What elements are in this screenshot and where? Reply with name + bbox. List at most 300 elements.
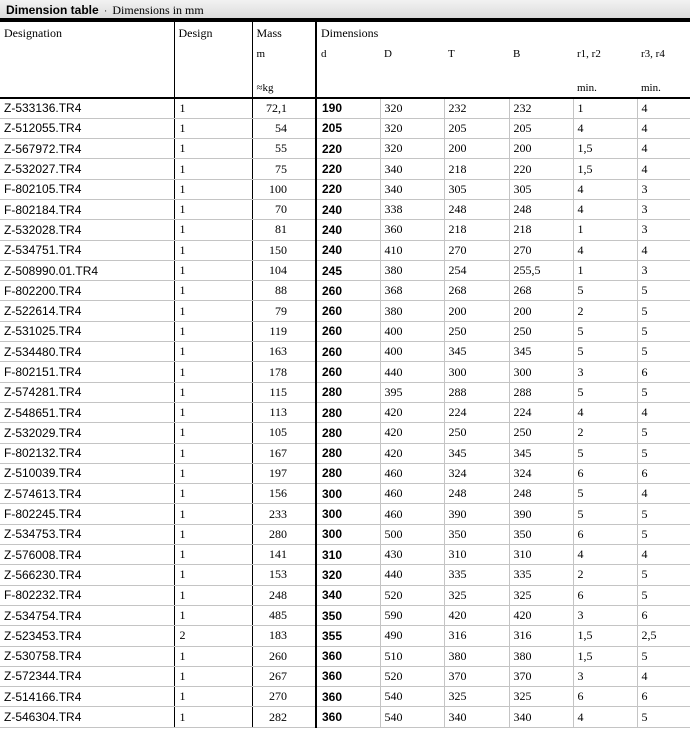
title-bar (0, 0, 690, 22)
cell-design: 1 (174, 139, 252, 159)
table-row (0, 159, 690, 179)
cell-D: 400 (380, 321, 444, 341)
cell-d: 300 (316, 524, 380, 544)
cell-r12: 4 (573, 707, 637, 727)
header-T: T (448, 48, 455, 60)
cell-D: 380 (380, 301, 444, 321)
cell-d: 320 (316, 565, 380, 585)
cell-mass: 72,1 (252, 98, 316, 118)
cell-mass: 141 (252, 545, 316, 565)
cell-mass: 167 (252, 443, 316, 463)
cell-D: 510 (380, 646, 444, 666)
table-row (0, 687, 690, 707)
cell-design: 1 (174, 687, 252, 707)
header-D: D (384, 48, 392, 60)
cell-mass: 113 (252, 402, 316, 422)
cell-r34: 5 (637, 423, 690, 443)
cell-design: 1 (174, 646, 252, 666)
dimension-table (0, 22, 690, 728)
cell-B: 248 (509, 484, 573, 504)
cell-designation: Z-512055.TR4 (0, 118, 174, 138)
cell-r12: 3 (573, 605, 637, 625)
cell-designation: Z-534754.TR4 (0, 605, 174, 625)
cell-d: 360 (316, 707, 380, 727)
cell-d: 260 (316, 281, 380, 301)
cell-designation: Z-534753.TR4 (0, 524, 174, 544)
cell-r12: 5 (573, 342, 637, 362)
header-blank (444, 70, 509, 98)
cell-B: 325 (509, 687, 573, 707)
cell-r12: 4 (573, 118, 637, 138)
cell-B: 270 (509, 240, 573, 260)
cell-design: 1 (174, 199, 252, 219)
cell-d: 260 (316, 301, 380, 321)
cell-T: 205 (444, 118, 509, 138)
cell-r12: 4 (573, 545, 637, 565)
table-row (0, 524, 690, 544)
cell-B: 316 (509, 626, 573, 646)
cell-mass: 105 (252, 423, 316, 443)
cell-B: 224 (509, 402, 573, 422)
cell-D: 420 (380, 423, 444, 443)
cell-mass: 115 (252, 382, 316, 402)
cell-r34: 6 (637, 463, 690, 483)
cell-D: 320 (380, 139, 444, 159)
cell-D: 520 (380, 585, 444, 605)
cell-r34: 6 (637, 687, 690, 707)
table-row (0, 626, 690, 646)
cell-design: 1 (174, 402, 252, 422)
cell-d: 280 (316, 463, 380, 483)
table-row (0, 443, 690, 463)
cell-designation: F-802132.TR4 (0, 443, 174, 463)
cell-design: 1 (174, 301, 252, 321)
cell-T: 390 (444, 504, 509, 524)
cell-d: 220 (316, 159, 380, 179)
cell-r34: 4 (637, 118, 690, 138)
cell-designation: F-802151.TR4 (0, 362, 174, 382)
table-row (0, 281, 690, 301)
cell-design: 1 (174, 220, 252, 240)
cell-r34: 5 (637, 707, 690, 727)
cell-B: 305 (509, 179, 573, 199)
cell-designation: F-802200.TR4 (0, 281, 174, 301)
cell-D: 340 (380, 159, 444, 179)
cell-r34: 3 (637, 199, 690, 219)
table-row (0, 220, 690, 240)
cell-B: 335 (509, 565, 573, 585)
table-subtitle: Dimensions in mm (112, 3, 204, 17)
cell-d: 355 (316, 626, 380, 646)
cell-B: 250 (509, 321, 573, 341)
cell-d: 280 (316, 382, 380, 402)
cell-r12: 6 (573, 463, 637, 483)
cell-D: 320 (380, 118, 444, 138)
table-row (0, 342, 690, 362)
cell-designation: Z-546304.TR4 (0, 707, 174, 727)
cell-mass: 150 (252, 240, 316, 260)
cell-design: 1 (174, 342, 252, 362)
cell-T: 420 (444, 605, 509, 625)
cell-T: 335 (444, 565, 509, 585)
cell-D: 460 (380, 463, 444, 483)
cell-T: 370 (444, 666, 509, 686)
cell-T: 350 (444, 524, 509, 544)
cell-mass: 55 (252, 139, 316, 159)
header-blank (316, 70, 380, 98)
cell-B: 300 (509, 362, 573, 382)
cell-d: 350 (316, 605, 380, 625)
cell-mass: 197 (252, 463, 316, 483)
cell-d: 240 (316, 199, 380, 219)
cell-design: 1 (174, 545, 252, 565)
cell-r12: 5 (573, 281, 637, 301)
table-row (0, 605, 690, 625)
table-row (0, 139, 690, 159)
table-row (0, 260, 690, 280)
table-row (0, 423, 690, 443)
cell-T: 288 (444, 382, 509, 402)
cell-r34: 4 (637, 484, 690, 504)
cell-T: 224 (444, 402, 509, 422)
cell-T: 218 (444, 159, 509, 179)
cell-T: 200 (444, 301, 509, 321)
cell-d: 240 (316, 240, 380, 260)
cell-mass: 156 (252, 484, 316, 504)
cell-d: 280 (316, 402, 380, 422)
cell-T: 345 (444, 342, 509, 362)
cell-design: 1 (174, 382, 252, 402)
table-row (0, 118, 690, 138)
cell-D: 500 (380, 524, 444, 544)
cell-r12: 6 (573, 687, 637, 707)
cell-D: 460 (380, 504, 444, 524)
cell-r12: 6 (573, 524, 637, 544)
cell-T: 250 (444, 423, 509, 443)
cell-designation: F-802232.TR4 (0, 585, 174, 605)
cell-design: 1 (174, 484, 252, 504)
cell-r12: 1,5 (573, 159, 637, 179)
cell-design: 1 (174, 260, 252, 280)
cell-mass: 260 (252, 646, 316, 666)
cell-B: 310 (509, 545, 573, 565)
cell-r34: 5 (637, 646, 690, 666)
table-row (0, 484, 690, 504)
cell-design: 1 (174, 98, 252, 118)
cell-d: 190 (316, 98, 380, 118)
cell-design: 1 (174, 585, 252, 605)
cell-d: 205 (316, 118, 380, 138)
cell-designation: Z-508990.01.TR4 (0, 260, 174, 280)
cell-designation: Z-534751.TR4 (0, 240, 174, 260)
cell-r12: 1 (573, 260, 637, 280)
title-separator: · (103, 5, 108, 17)
cell-designation: Z-533136.TR4 (0, 98, 174, 118)
table-row (0, 179, 690, 199)
cell-design: 2 (174, 626, 252, 646)
cell-design: 1 (174, 666, 252, 686)
cell-design: 1 (174, 179, 252, 199)
cell-r12: 5 (573, 484, 637, 504)
cell-T: 380 (444, 646, 509, 666)
cell-T: 345 (444, 443, 509, 463)
cell-design: 1 (174, 321, 252, 341)
cell-D: 400 (380, 342, 444, 362)
header-blank (380, 70, 444, 98)
cell-B: 232 (509, 98, 573, 118)
cell-designation: Z-574281.TR4 (0, 382, 174, 402)
cell-designation: Z-548651.TR4 (0, 402, 174, 422)
header-r34: r3, r4 (641, 48, 665, 60)
cell-mass: 163 (252, 342, 316, 362)
cell-r12: 2 (573, 301, 637, 321)
cell-B: 248 (509, 199, 573, 219)
cell-r34: 3 (637, 220, 690, 240)
cell-mass: 88 (252, 281, 316, 301)
cell-design: 1 (174, 443, 252, 463)
cell-designation: Z-523453.TR4 (0, 626, 174, 646)
cell-D: 540 (380, 707, 444, 727)
table-row (0, 362, 690, 382)
table-row (0, 402, 690, 422)
cell-B: 370 (509, 666, 573, 686)
table-header (0, 22, 690, 98)
cell-r34: 3 (637, 179, 690, 199)
header-designation: Designation (0, 22, 174, 98)
cell-r12: 1,5 (573, 646, 637, 666)
cell-T: 310 (444, 545, 509, 565)
cell-T: 254 (444, 260, 509, 280)
cell-D: 590 (380, 605, 444, 625)
cell-mass: 183 (252, 626, 316, 646)
cell-d: 340 (316, 585, 380, 605)
cell-design: 1 (174, 504, 252, 524)
cell-T: 218 (444, 220, 509, 240)
cell-mass: 233 (252, 504, 316, 524)
header-design: Design (174, 22, 252, 98)
cell-designation: F-802105.TR4 (0, 179, 174, 199)
header-blank (509, 70, 573, 98)
cell-D: 410 (380, 240, 444, 260)
cell-design: 1 (174, 565, 252, 585)
cell-designation: Z-532028.TR4 (0, 220, 174, 240)
cell-mass: 100 (252, 179, 316, 199)
cell-r34: 5 (637, 504, 690, 524)
cell-D: 420 (380, 402, 444, 422)
cell-designation: Z-531025.TR4 (0, 321, 174, 341)
cell-B: 250 (509, 423, 573, 443)
cell-B: 390 (509, 504, 573, 524)
cell-r12: 5 (573, 504, 637, 524)
cell-T: 340 (444, 707, 509, 727)
cell-r12: 1 (573, 220, 637, 240)
header-mass: Mass (252, 22, 316, 44)
cell-r12: 2 (573, 423, 637, 443)
cell-D: 340 (380, 179, 444, 199)
cell-r34: 6 (637, 605, 690, 625)
cell-design: 1 (174, 240, 252, 260)
cell-designation: Z-532027.TR4 (0, 159, 174, 179)
cell-D: 360 (380, 220, 444, 240)
cell-mass: 54 (252, 118, 316, 138)
cell-mass: 270 (252, 687, 316, 707)
cell-d: 260 (316, 321, 380, 341)
cell-T: 300 (444, 362, 509, 382)
cell-design: 1 (174, 118, 252, 138)
cell-d: 360 (316, 666, 380, 686)
cell-r34: 5 (637, 565, 690, 585)
header-mass-symbol: m (252, 44, 316, 70)
cell-r34: 5 (637, 301, 690, 321)
cell-d: 280 (316, 443, 380, 463)
cell-T: 270 (444, 240, 509, 260)
header-min-r12: min. (573, 70, 637, 98)
cell-r34: 5 (637, 443, 690, 463)
table-row (0, 504, 690, 524)
cell-r34: 4 (637, 98, 690, 118)
cell-r34: 5 (637, 382, 690, 402)
cell-B: 350 (509, 524, 573, 544)
cell-design: 1 (174, 362, 252, 382)
cell-r34: 6 (637, 362, 690, 382)
table-row (0, 565, 690, 585)
table-row (0, 585, 690, 605)
cell-mass: 282 (252, 707, 316, 727)
cell-r12: 1 (573, 98, 637, 118)
cell-T: 250 (444, 321, 509, 341)
table-row (0, 666, 690, 686)
cell-B: 200 (509, 139, 573, 159)
cell-designation: Z-534480.TR4 (0, 342, 174, 362)
cell-d: 360 (316, 687, 380, 707)
cell-D: 368 (380, 281, 444, 301)
cell-r34: 2,5 (637, 626, 690, 646)
cell-mass: 104 (252, 260, 316, 280)
header-mass-unit: ≈kg (252, 70, 316, 98)
cell-mass: 75 (252, 159, 316, 179)
cell-T: 200 (444, 139, 509, 159)
cell-B: 218 (509, 220, 573, 240)
cell-designation: Z-514166.TR4 (0, 687, 174, 707)
cell-D: 320 (380, 98, 444, 118)
cell-D: 380 (380, 260, 444, 280)
cell-B: 380 (509, 646, 573, 666)
cell-r12: 4 (573, 402, 637, 422)
cell-T: 316 (444, 626, 509, 646)
cell-D: 520 (380, 666, 444, 686)
cell-d: 260 (316, 342, 380, 362)
table-row (0, 301, 690, 321)
cell-D: 395 (380, 382, 444, 402)
table-row (0, 646, 690, 666)
cell-r34: 5 (637, 524, 690, 544)
cell-mass: 153 (252, 565, 316, 585)
cell-designation: Z-566230.TR4 (0, 565, 174, 585)
cell-r12: 6 (573, 585, 637, 605)
cell-T: 325 (444, 687, 509, 707)
cell-designation: Z-532029.TR4 (0, 423, 174, 443)
cell-d: 220 (316, 139, 380, 159)
cell-B: 345 (509, 443, 573, 463)
cell-design: 1 (174, 463, 252, 483)
table-row (0, 199, 690, 219)
table-row (0, 98, 690, 118)
cell-r34: 5 (637, 585, 690, 605)
table-row (0, 707, 690, 727)
cell-r12: 5 (573, 443, 637, 463)
cell-B: 340 (509, 707, 573, 727)
cell-mass: 267 (252, 666, 316, 686)
cell-designation: Z-567972.TR4 (0, 139, 174, 159)
cell-T: 324 (444, 463, 509, 483)
cell-r34: 5 (637, 342, 690, 362)
cell-D: 338 (380, 199, 444, 219)
cell-r34: 5 (637, 321, 690, 341)
cell-T: 248 (444, 484, 509, 504)
cell-D: 460 (380, 484, 444, 504)
cell-designation: Z-530758.TR4 (0, 646, 174, 666)
cell-designation: Z-522614.TR4 (0, 301, 174, 321)
cell-r34: 4 (637, 139, 690, 159)
cell-B: 255,5 (509, 260, 573, 280)
cell-design: 1 (174, 281, 252, 301)
table-title: Dimension table (6, 3, 99, 17)
cell-designation: F-802184.TR4 (0, 199, 174, 219)
cell-d: 300 (316, 484, 380, 504)
cell-T: 248 (444, 199, 509, 219)
cell-B: 205 (509, 118, 573, 138)
cell-B: 324 (509, 463, 573, 483)
cell-d: 280 (316, 423, 380, 443)
cell-T: 232 (444, 98, 509, 118)
cell-D: 430 (380, 545, 444, 565)
cell-r12: 2 (573, 565, 637, 585)
cell-r12: 4 (573, 199, 637, 219)
cell-mass: 280 (252, 524, 316, 544)
cell-B: 268 (509, 281, 573, 301)
table-row (0, 240, 690, 260)
cell-r12: 4 (573, 240, 637, 260)
header-d: d (321, 48, 327, 60)
cell-r12: 3 (573, 362, 637, 382)
cell-r34: 4 (637, 666, 690, 686)
cell-T: 305 (444, 179, 509, 199)
cell-designation: Z-574613.TR4 (0, 484, 174, 504)
cell-D: 490 (380, 626, 444, 646)
table-row (0, 545, 690, 565)
cell-d: 360 (316, 646, 380, 666)
cell-designation: Z-576008.TR4 (0, 545, 174, 565)
cell-d: 260 (316, 362, 380, 382)
cell-r34: 4 (637, 240, 690, 260)
table-row (0, 321, 690, 341)
cell-T: 325 (444, 585, 509, 605)
cell-designation: F-802245.TR4 (0, 504, 174, 524)
cell-r12: 5 (573, 321, 637, 341)
cell-designation: Z-572344.TR4 (0, 666, 174, 686)
cell-d: 240 (316, 220, 380, 240)
cell-r12: 5 (573, 382, 637, 402)
cell-design: 1 (174, 159, 252, 179)
cell-r34: 4 (637, 545, 690, 565)
cell-design: 1 (174, 524, 252, 544)
cell-r12: 1,5 (573, 139, 637, 159)
cell-d: 300 (316, 504, 380, 524)
cell-T: 268 (444, 281, 509, 301)
cell-designation: Z-510039.TR4 (0, 463, 174, 483)
header-r12: r1, r2 (577, 48, 601, 60)
cell-mass: 178 (252, 362, 316, 382)
